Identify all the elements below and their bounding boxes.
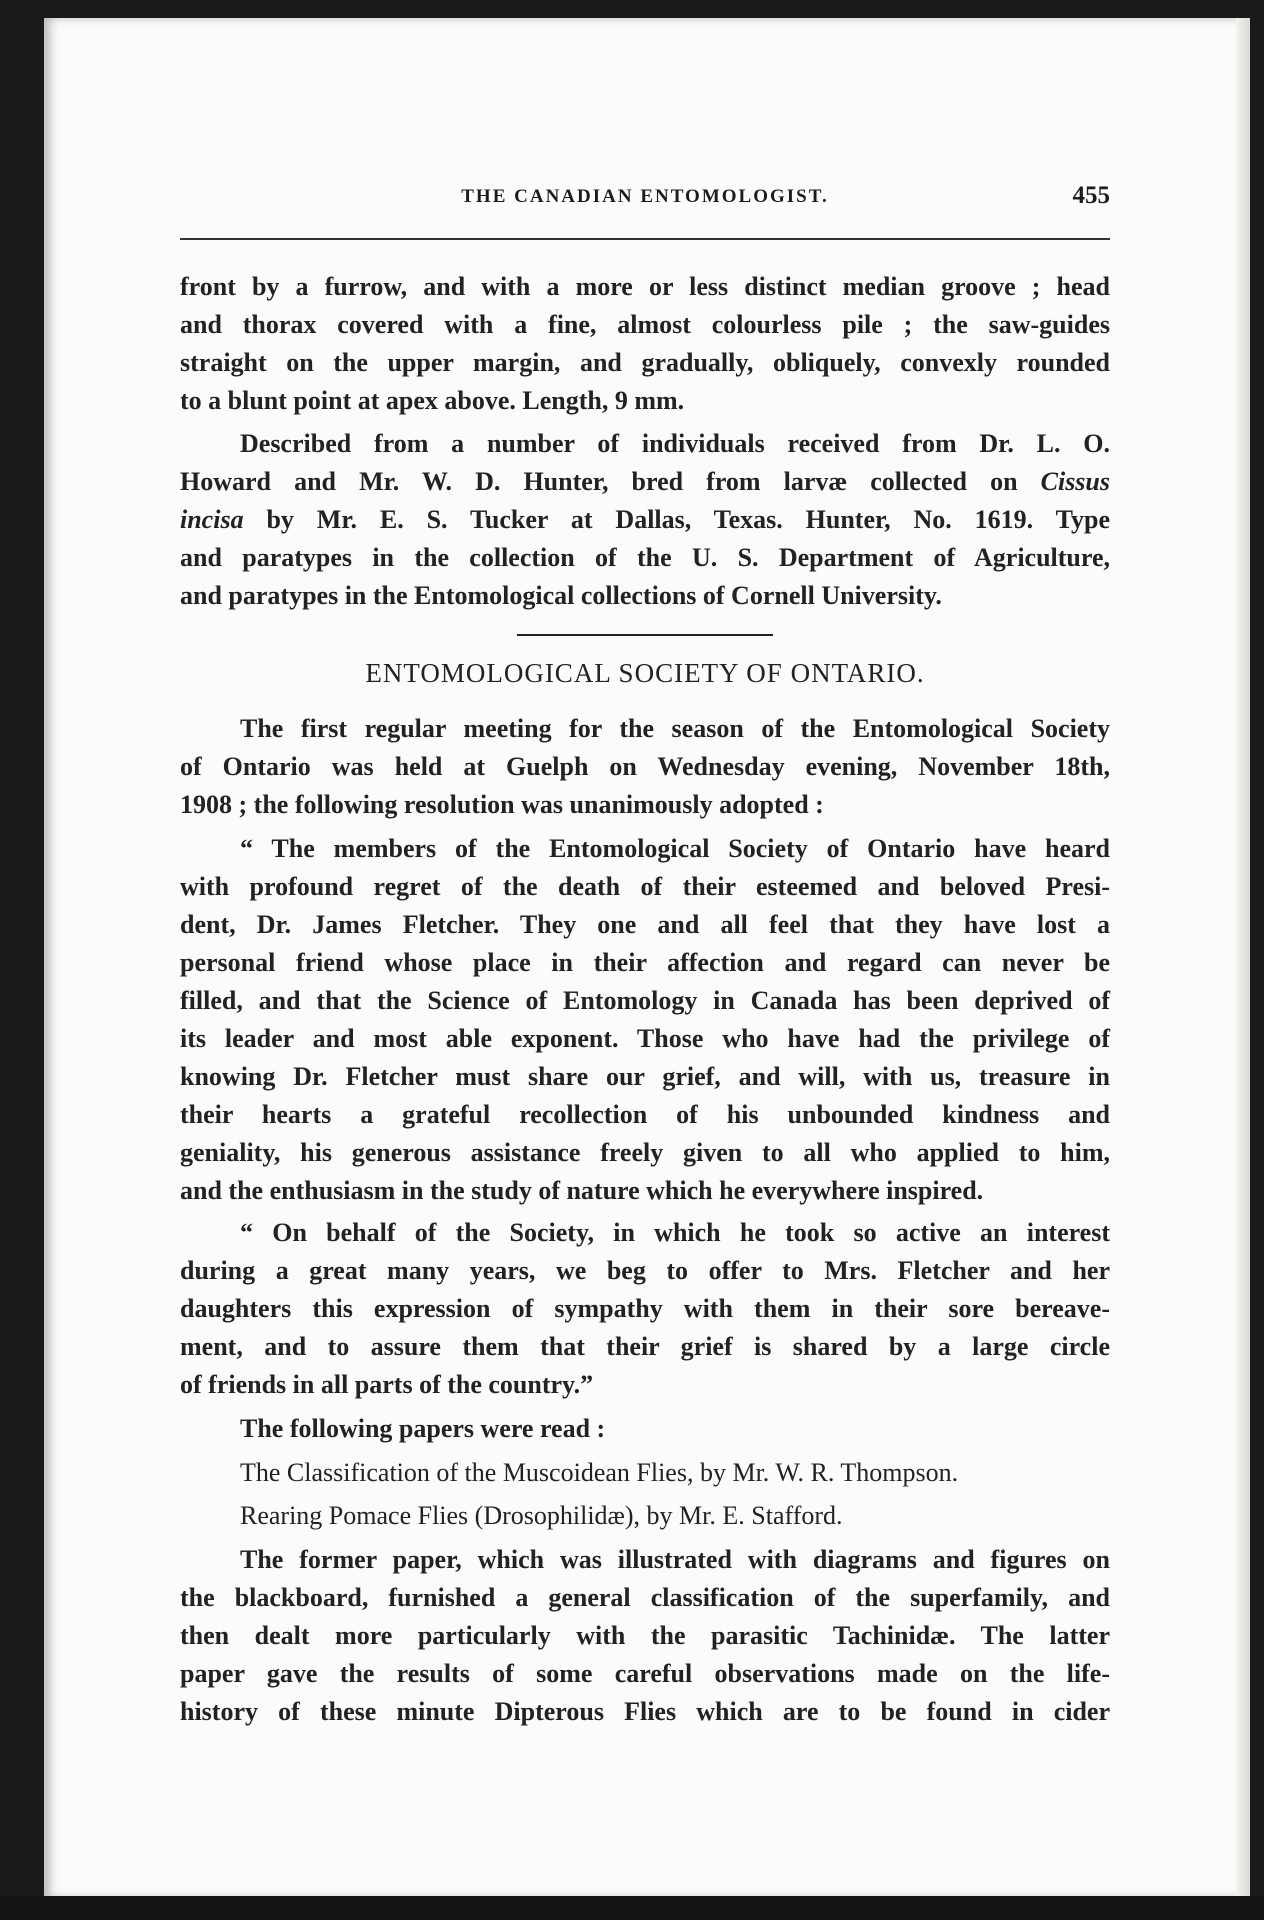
text-line: paper gave the results of some careful observations made on the life- — [180, 1659, 1110, 1688]
text-line — [180, 501, 1110, 539]
section-divider — [517, 634, 773, 636]
text-line: their hearts a grateful recollection of his unbounded kindness and — [180, 1100, 1110, 1129]
page-number: 455 — [1072, 182, 1110, 209]
text-line: The first regular meeting for the season of the Entomological Society — [240, 714, 1110, 743]
paragraph-former-paper — [180, 1541, 1110, 1731]
text-line: The former paper, which was illustrated with diagrams and figures on — [240, 1545, 1110, 1574]
text-line: with profound regret of the death of their esteemed and beloved Presi- — [180, 872, 1110, 901]
text-span: by Mr. E. S. Tucker at Dallas, Texas. Hunter, No. 1619. Type — [266, 505, 1111, 534]
text-line: and paratypes in the collection of the U. S. Department of Agriculture, — [180, 543, 1110, 572]
text-line: daughters this expression of sympathy with them in their sore bereave- — [180, 1294, 1110, 1323]
paragraph-meeting — [180, 710, 1110, 824]
species-name-epithet: incisa — [180, 505, 244, 534]
text-line: its leader and most able exponent. Those who have had the privilege of — [180, 1024, 1110, 1053]
paragraph-resolution — [180, 830, 1110, 1210]
text-line: Rearing Pomace Flies (Drosophilidæ), by Mr. E. Stafford. — [240, 1501, 843, 1530]
scan-border — [0, 1896, 1264, 1920]
text-line: of friends in all parts of the country.” — [180, 1370, 594, 1399]
text-line: Described from a number of individuals received from Dr. L. O. — [240, 429, 1110, 458]
text-line: and paratypes in the Entomological collections of Cornell University. — [180, 581, 942, 610]
text-line: knowing Dr. Fletcher must share our grief, and will, with us, treasure in — [180, 1062, 1110, 1091]
paper-entry-thompson — [180, 1454, 1110, 1492]
paragraph-papers-read — [180, 1410, 1110, 1448]
text-line: straight on the upper margin, and gradually, obliquely, convexly rounded — [180, 348, 1110, 377]
text-line: “ On behalf of the Society, in which he took so active an interest — [240, 1218, 1110, 1247]
paper-entry-stafford — [180, 1497, 1110, 1535]
paragraph-described — [180, 425, 1110, 615]
text-line: and the enthusiasm in the study of nature which he everywhere inspired. — [180, 1176, 984, 1205]
section-heading: ENTOMOLOGICAL SOCIETY OF ONTARIO. — [365, 658, 925, 688]
text-span: Howard and Mr. W. D. Hunter, bred from larvæ collected on — [180, 467, 1018, 496]
text-line: of Ontario was held at Guelph on Wednesday evening, November 18th, — [180, 752, 1110, 781]
text-line: front by a furrow, and with a more or less distinct median groove ; head — [180, 272, 1110, 301]
text-line: then dealt more particularly with the parasitic Tachinidæ. The latter — [180, 1621, 1110, 1650]
text-line: 1908 ; the following resolution was unanimously adopted : — [180, 790, 824, 819]
header-rule — [180, 238, 1110, 240]
paragraph-continuation — [180, 268, 1110, 420]
running-head — [180, 182, 1110, 222]
text-line: filled, and that the Science of Entomology in Canada has been deprived of — [180, 986, 1110, 1015]
text-line: history of these minute Dipterous Flies which are to be found in cider — [180, 1697, 1110, 1726]
text-line: during a great many years, we beg to offer to Mrs. Fletcher and her — [180, 1256, 1110, 1285]
paragraph-behalf — [180, 1214, 1110, 1404]
species-name-genus: Cissus — [1040, 467, 1111, 496]
text-line: geniality, his generous assistance freely given to all who applied to him, — [180, 1138, 1110, 1167]
text-line: The Classification of the Muscoidean Flies, by Mr. W. R. Thompson. — [240, 1458, 959, 1487]
text-line: dent, Dr. James Fletcher. They one and all feel that they have lost a — [180, 910, 1110, 939]
text-line: the blackboard, furnished a general classification of the superfamily, and — [180, 1583, 1110, 1612]
text-line: personal friend whose place in their affection and regard can never be — [180, 948, 1110, 977]
text-line: The following papers were read : — [240, 1414, 606, 1443]
text-line — [180, 463, 1110, 501]
page-edge — [1236, 18, 1250, 1898]
running-title: THE CANADIAN ENTOMOLOGIST. — [461, 186, 829, 207]
text-line: and thorax covered with a fine, almost colourless pile ; the saw-guides — [180, 310, 1110, 339]
text-line: ment, and to assure them that their grief is shared by a large circle — [180, 1332, 1110, 1361]
text-line: to a blunt point at apex above. Length, 9 mm. — [180, 386, 685, 415]
text-line: “ The members of the Entomological Society of Ontario have heard — [240, 834, 1110, 863]
